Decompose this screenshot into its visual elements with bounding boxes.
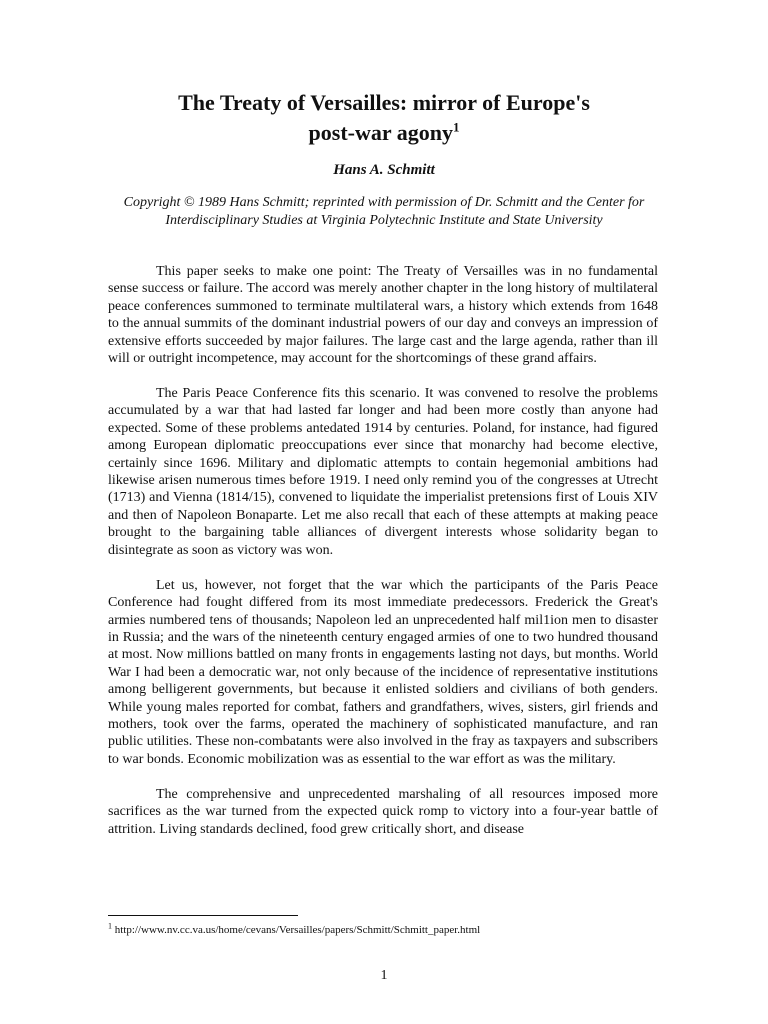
paragraph-3: Let us, however, not forget that the war which the participants of the Paris Peace Conference had fought differed from its most immediate predecessors. Frederick the Great's armies numbered tens of thousands; Napoleon led an unprecedented half mil1ion men to disaster in Russia; and the wars of the nineteenth century engaged armies of one to two hundred thousand at most. Now millions battled on many fronts in engagements lasting not days, but months. World War I had been a democratic war, not only because of the incidence of representative institutions among belligerent governments, but because it enlisted soldiers and civilians of both genders. While young males reported for combat, fathers and grandfathers, wives, sisters, girl friends and mothers, took over the farms, operated the machinery of sophisticated manufacture, and ran public utilities. These non-combatants were also involved in the fray as taxpayers and subscribers to war bonds. Economic mobilization was as essential to the war effort as was the military.	[108, 577, 658, 767]
page-number: 1	[380, 968, 388, 983]
paragraph-2: The Paris Peace Conference fits this scenario. It was convened to resolve the problems accumulated by a war that had lasted far longer and had been more costly than anyone had expected. Some of these problems antedated 1914 by centuries. Poland, for instance, had figured among European diplomatic preoccupations ever since that monarchy had become elective, certainly since 1696. Military and diplomatic attempts to contain hegemonial ambitions had likewise arisen numerous times before 1919. I need only remind you of the congresses at Utrecht (1713) and Vienna (1814/15), convened to liquidate the imperialist pretensions first of Louis XIV and then of Napoleon Bonaparte. Let me also recall that each of these attempts at making peace brought to the bargaining table alliances of divergent interests whose solidarity began to disintegrate as soon as victory was won.	[108, 386, 658, 558]
paragraph-1: This paper seeks to make one point: The Treaty of Versailles was in no fundamental sense success or failure. The accord was merely another chapter in the long history of multilateral peace conferences summoned to terminate multilateral wars, a history which extends from 1648 to the annual summits of the dominant industrial powers of our day and conveys an impression of extensive efforts succeeded by major failures. The large cast and the large agenda, rather than ill will or outright incompetence, may account for the shortcomings of these grand affairs.	[108, 264, 658, 367]
author-name: Hans A. Schmitt	[333, 162, 435, 178]
body-text	[108, 263, 658, 856]
footnote-divider	[108, 915, 298, 916]
title-line-1: The Treaty of Versailles: mirror of Europe's	[178, 90, 590, 115]
footnote-url: http://www.nv.cc.va.us/home/cevans/Versailles/papers/Schmitt/Schmitt_paper.html	[114, 924, 481, 936]
title-footnote-marker: 1	[452, 119, 460, 135]
copyright-notice: Copyright © 1989 Hans Schmitt; reprinted with permission of Dr. Schmitt and the Center for Interdisciplinary Studies at Virginia Polytechnic Institute and State University	[123, 195, 645, 228]
paragraph-4: The comprehensive and unprecedented marshaling of all resources imposed more sacrifices as the war turned from the expected quick romp to victory into a four-year battle of attrition. Living standards declined, food grew critically short, and disease	[108, 786, 658, 837]
footnote-marker: 1	[108, 921, 112, 931]
document-title	[108, 88, 660, 148]
footnote	[108, 923, 658, 937]
title-line-2: post-war agony	[308, 120, 453, 145]
